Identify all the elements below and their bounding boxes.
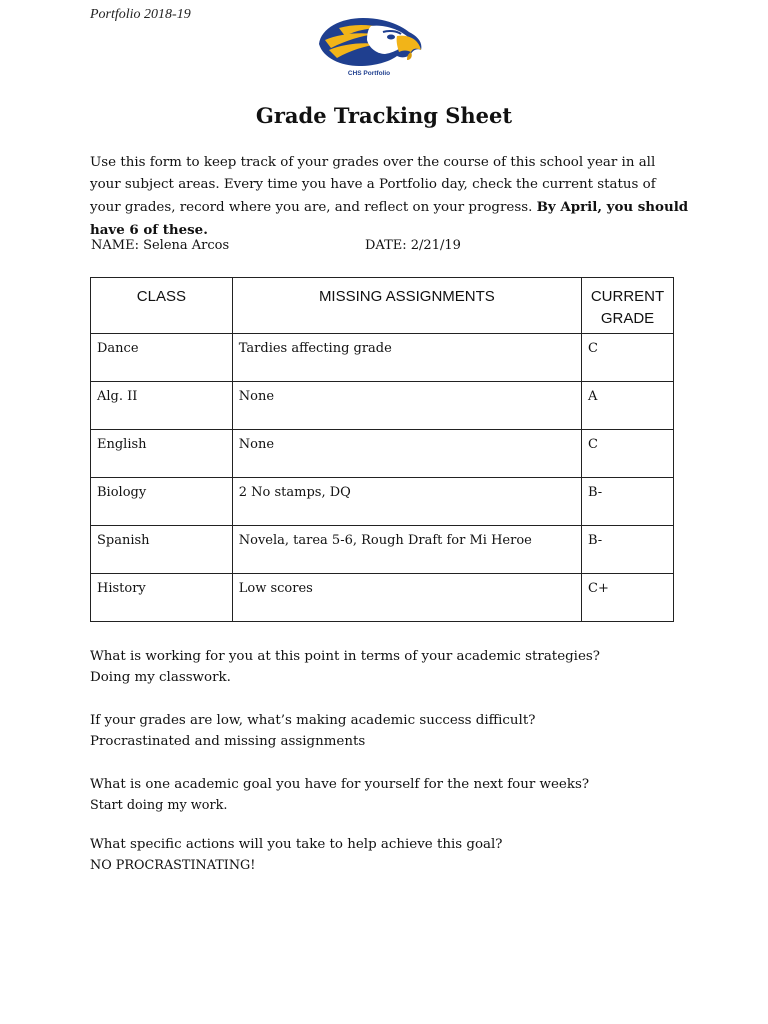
column-header-grade: CURRENT GRADE [582,278,674,334]
table-row [91,382,674,430]
cell-grade: C [582,430,674,478]
cell-missing: Novela, tarea 5-6, Rough Draft for Mi Heroe [232,526,581,574]
question-text: What is working for you at this point in terms of your academic strategies? [90,649,600,664]
answer-text: Start doing my work. [90,798,228,813]
reflection-question-difficulties [90,710,690,752]
cell-missing: Tardies affecting grade [232,334,581,382]
sheet-date: DATE: 2/21/19 [365,238,461,253]
intro-emphasis: By April, you should have 6 of these. [90,199,689,238]
cell-class: History [91,574,233,622]
cell-grade: A [582,382,674,430]
cell-grade: C+ [582,574,674,622]
cell-missing: 2 No stamps, DQ [232,478,581,526]
cell-grade: B- [582,526,674,574]
cell-missing: None [232,430,581,478]
logo-caption: CHS Portfolio [347,70,391,77]
answer-text: Procrastinated and missing assignments [90,734,366,749]
reflection-question-actions [90,834,690,876]
question-text: If your grades are low, what’s making academic success difficult? [90,713,536,728]
portfolio-year: Portfolio 2018-19 [90,7,191,22]
answer-text: Doing my classwork. [90,670,231,685]
table-row [91,574,674,622]
student-name: NAME: Selena Arcos [91,238,230,253]
table-row [91,430,674,478]
cell-class: Dance [91,334,233,382]
cell-class: Alg. II [91,382,233,430]
intro-text: Use this form to keep track of your grades over the course of this school year in all your subject areas. Every time you have a Portfolio day, check the current status of your grades, record where you are, and reflect on your progress. [90,155,656,215]
table-header-row [91,278,674,334]
reflection-question-strategies [90,646,690,688]
table-row [91,478,674,526]
cell-grade: C [582,334,674,382]
column-header-class: CLASS [91,278,233,334]
cell-class: Spanish [91,526,233,574]
table-row [91,526,674,574]
question-text: What is one academic goal you have for yourself for the next four weeks? [90,777,589,792]
cell-grade: B- [582,478,674,526]
question-text: What specific actions will you take to help achieve this goal? [90,837,503,852]
cell-missing: Low scores [232,574,581,622]
table-row [91,334,674,382]
cell-missing: None [232,382,581,430]
page-title: Grade Tracking Sheet [255,103,513,128]
grades-table [90,277,674,622]
cell-class: Biology [91,478,233,526]
intro-paragraph [90,152,690,242]
column-header-missing: MISSING ASSIGNMENTS [232,278,581,334]
reflection-question-goal [90,774,690,816]
answer-text: NO PROCRASTINATING! [90,858,256,873]
cell-class: English [91,430,233,478]
